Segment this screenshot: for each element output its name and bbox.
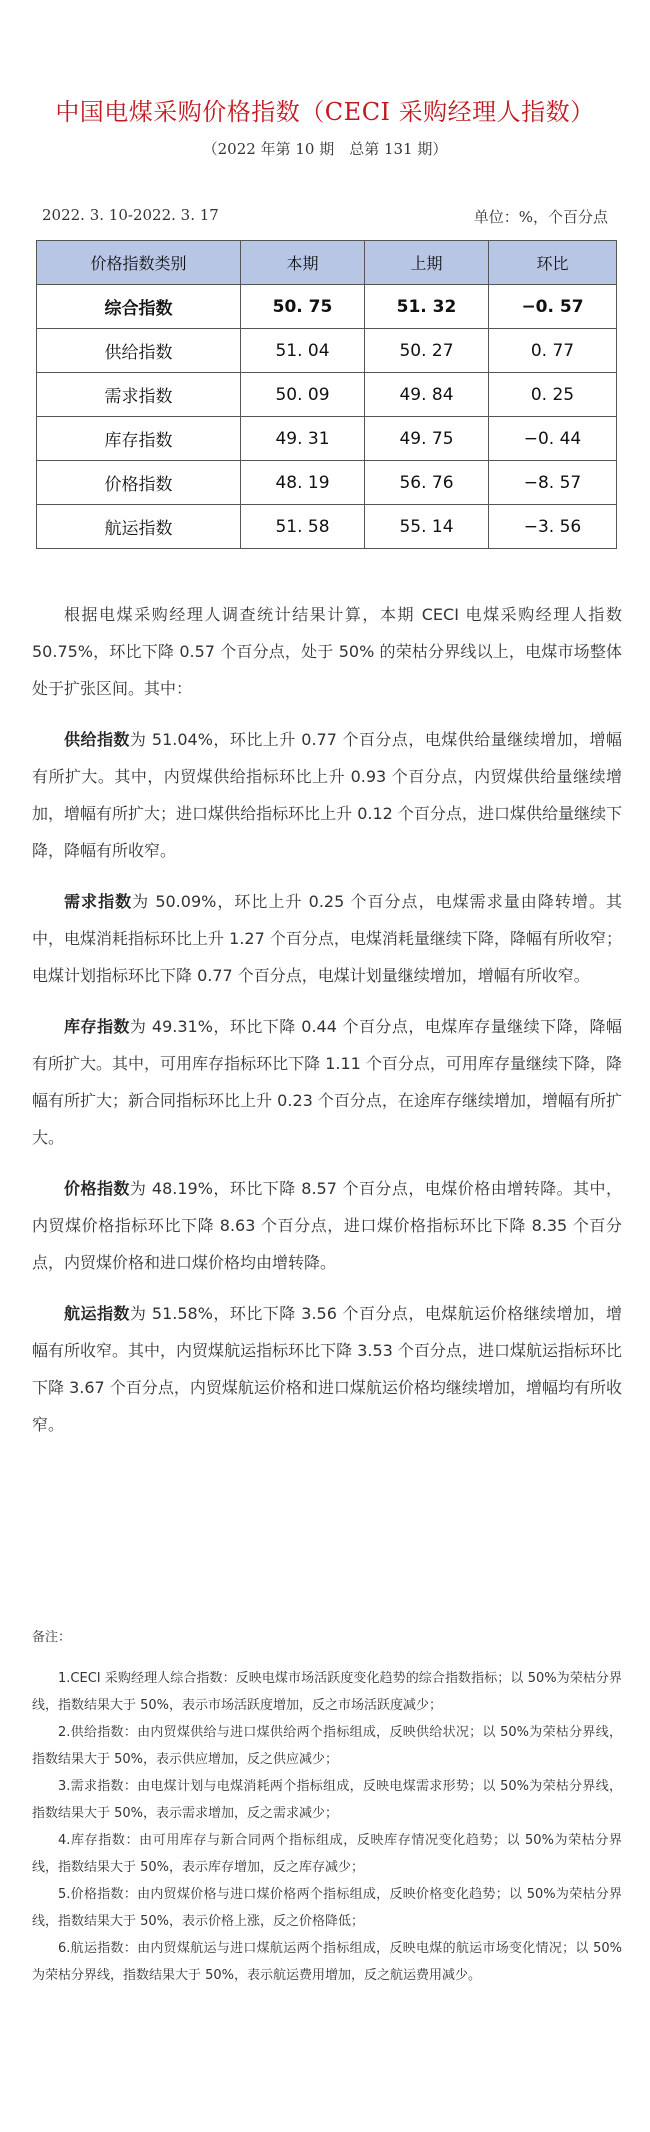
- table-row: [37, 417, 617, 461]
- price-term: 价格指数: [64, 1179, 130, 1198]
- header-category: 价格指数类别: [37, 241, 241, 285]
- inventory-term: 库存指数: [64, 1017, 130, 1036]
- row-previous: 49. 75: [365, 417, 489, 461]
- shipping-paragraph: [32, 1295, 622, 1443]
- row-previous: 51. 32: [365, 285, 489, 329]
- demand-paragraph: [32, 883, 622, 994]
- row-category: 供给指数: [37, 329, 241, 373]
- row-category: 库存指数: [37, 417, 241, 461]
- supply-paragraph: [32, 721, 622, 869]
- price-paragraph: [32, 1170, 622, 1281]
- row-current: 51. 04: [241, 329, 365, 373]
- table-header-row: [37, 241, 617, 285]
- row-previous: 55. 14: [365, 505, 489, 549]
- note-item: 1.CECI 采购经理人综合指数：反映电煤市场活跃度变化趋势的综合指数指标；以 50%为荣枯分界线，指数结果大于 50%，表示市场活跃度增加，反之市场活跃度减少；: [32, 1671, 622, 1713]
- intro-paragraph: 根据电煤采购经理人调查统计结果计算，本期 CECI 电煤采购经理人指数 50.75%，环比下降 0.57 个百分点，处于 50% 的荣枯分界线以上，电煤市场整体处于扩张区间。其中：: [32, 605, 622, 698]
- note-item: 4.库存指数：由可用库存与新合同两个指标组成，反映库存情况变化趋势；以 50%为荣枯分界线，指数结果大于 50%，表示库存增加，反之库存减少；: [32, 1833, 622, 1875]
- row-current: 49. 31: [241, 417, 365, 461]
- note-item: 5.价格指数：由内贸煤价格与进口煤价格两个指标组成，反映价格变化趋势；以 50%为荣枯分界线，指数结果大于 50%，表示价格上涨，反之价格降低；: [32, 1887, 622, 1929]
- demand-text: 为 50.09%，环比上升 0.25 个百分点，电煤需求量由降转增。其中，电煤消耗指标环比上升 1.27 个百分点，电煤消耗量继续下降，降幅有所收窄；电煤计划指标环比下降 0.77 个百分点，电煤计划量继续增加，增幅有所收窄。: [32, 892, 622, 985]
- header-change: 环比: [489, 241, 617, 285]
- report-title: 中国电煤采购价格指数（CECI 采购经理人指数）: [55, 98, 595, 126]
- demand-term: 需求指数: [64, 892, 133, 911]
- row-change: −3. 56: [489, 505, 617, 549]
- row-previous: 50. 27: [365, 329, 489, 373]
- row-current: 50. 75: [241, 285, 365, 329]
- row-current: 48. 19: [241, 461, 365, 505]
- row-current: 51. 58: [241, 505, 365, 549]
- issue-subtitle: （2022 年第 10 期 总第 131 期）: [202, 140, 448, 158]
- row-change: −0. 44: [489, 417, 617, 461]
- row-change: −0. 57: [489, 285, 617, 329]
- table-row: [37, 285, 617, 329]
- supply-term: 供给指数: [64, 730, 130, 749]
- shipping-term: 航运指数: [64, 1304, 130, 1323]
- index-table: [36, 240, 617, 549]
- row-category: 航运指数: [37, 505, 241, 549]
- row-previous: 49. 84: [365, 373, 489, 417]
- table-row: [37, 373, 617, 417]
- notes-section: [32, 1624, 622, 1989]
- header-previous: 上期: [365, 241, 489, 285]
- notes-label: 备注：: [32, 1630, 72, 1645]
- inventory-text: 为 49.31%，环比下降 0.44 个百分点，电煤库存量继续下降，降幅有所扩大。其中，可用库存指标环比下降 1.11 个百分点，可用库存量继续下降，降幅有所扩大；新合同指标环比上升 0.23 个百分点，在途库存继续增加，增幅有所扩大。: [32, 1017, 622, 1147]
- row-change: 0. 77: [489, 329, 617, 373]
- analysis-body: [32, 596, 622, 1457]
- row-category: 需求指数: [37, 373, 241, 417]
- table-row: [37, 329, 617, 373]
- row-change: 0. 25: [489, 373, 617, 417]
- row-category: 综合指数: [37, 285, 241, 329]
- row-category: 价格指数: [37, 461, 241, 505]
- header-current: 本期: [241, 241, 365, 285]
- price-text: 为 48.19%，环比下降 8.57 个百分点，电煤价格由增转降。其中，内贸煤价格指标环比下降 8.63 个百分点，进口煤价格指标环比下降 8.35 个百分点，内贸煤价格和进口煤价格均由增转降。: [32, 1179, 622, 1272]
- date-range: 2022. 3. 10-2022. 3. 17: [42, 206, 219, 224]
- row-current: 50. 09: [241, 373, 365, 417]
- shipping-text: 为 51.58%，环比下降 3.56 个百分点，电煤航运价格继续增加，增幅有所收窄。其中，内贸煤航运指标环比下降 3.53 个百分点，进口煤航运指标环比下降 3.67 个百分点，内贸煤航运价格和进口煤航运价格均继续增加，增幅均有所收窄。: [32, 1304, 622, 1434]
- row-change: −8. 57: [489, 461, 617, 505]
- row-previous: 56. 76: [365, 461, 489, 505]
- note-item: 2.供给指数：由内贸煤供给与进口煤供给两个指标组成，反映供给状况；以 50%为荣枯分界线，指数结果大于 50%，表示供应增加，反之供应减少；: [32, 1725, 622, 1767]
- unit-label: 单位：%，个百分点: [473, 208, 608, 226]
- note-item: 3.需求指数：由电煤计划与电煤消耗两个指标组成，反映电煤需求形势；以 50%为荣枯分界线，指数结果大于 50%，表示需求增加，反之需求减少；: [32, 1779, 622, 1821]
- note-item: 6.航运指数：由内贸煤航运与进口煤航运两个指标组成，反映电煤的航运市场变化情况；以 50%为荣枯分界线，指数结果大于 50%，表示航运费用增加，反之航运费用减少。: [32, 1941, 622, 1983]
- supply-text: 为 51.04%，环比上升 0.77 个百分点，电煤供给量继续增加，增幅有所扩大。其中，内贸煤供给指标环比上升 0.93 个百分点，内贸煤供给量继续增加，增幅有所扩大；进口煤供给指标环比上升 0.12 个百分点，进口煤供给量继续下降，降幅有所收窄。: [32, 730, 622, 860]
- table-row: [37, 505, 617, 549]
- table-row: [37, 461, 617, 505]
- inventory-paragraph: [32, 1008, 622, 1156]
